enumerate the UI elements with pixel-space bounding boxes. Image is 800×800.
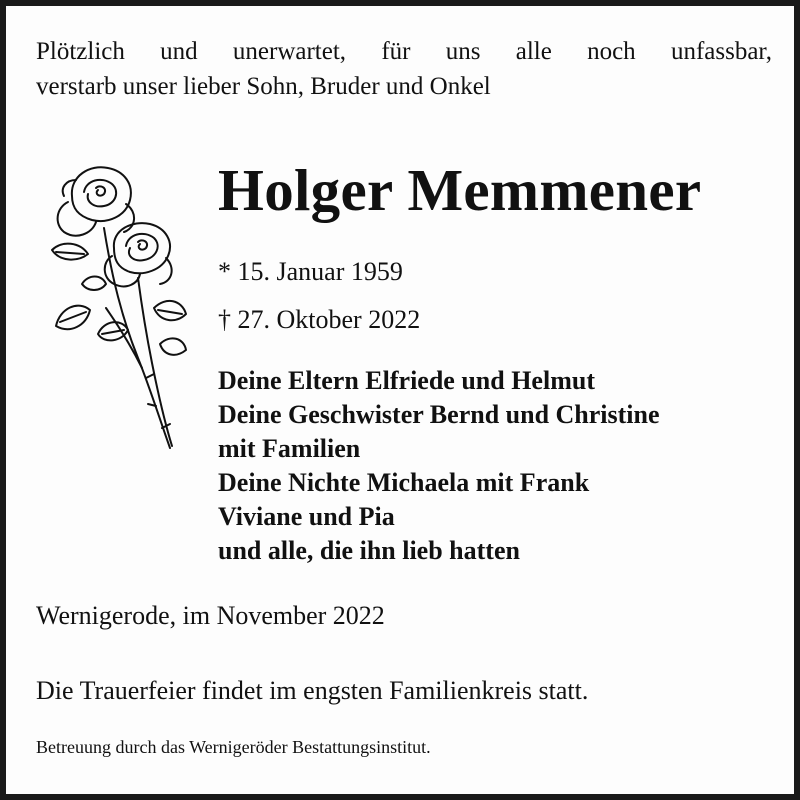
place-date: Wernigerode, im November 2022 <box>36 601 385 630</box>
undertaker-note: Betreuung durch das Wernigeröder Bestattungsinstitut. <box>36 737 431 757</box>
ceremony-note: Die Trauerfeier findet im engsten Familienkreis statt. <box>36 676 589 705</box>
intro-line-2: verstarb unser lieber Sohn, Bruder und Onkel <box>36 73 491 100</box>
mourner-line: mit Familien <box>218 434 361 463</box>
intro-text <box>36 34 772 104</box>
intro-line-1: Plötzlich und unerwartet, für uns alle noch unfassbar, <box>36 38 772 65</box>
mourner-line: Viviane und Pia <box>218 502 395 531</box>
deceased-name: Holger Memmener <box>218 157 702 223</box>
rose-icon <box>42 158 192 458</box>
mourner-line: Deine Geschwister Bernd und Christine <box>218 400 660 429</box>
mourner-line: Deine Nichte Michaela mit Frank <box>218 468 590 497</box>
mourners-list <box>218 364 660 568</box>
mourner-line: Deine Eltern Elfriede und Helmut <box>218 366 595 395</box>
death-date: † 27. Oktober 2022 <box>218 305 421 334</box>
birth-date: * 15. Januar 1959 <box>218 257 403 286</box>
life-dates <box>218 248 420 344</box>
mourner-line: und alle, die ihn lieb hatten <box>218 536 520 565</box>
